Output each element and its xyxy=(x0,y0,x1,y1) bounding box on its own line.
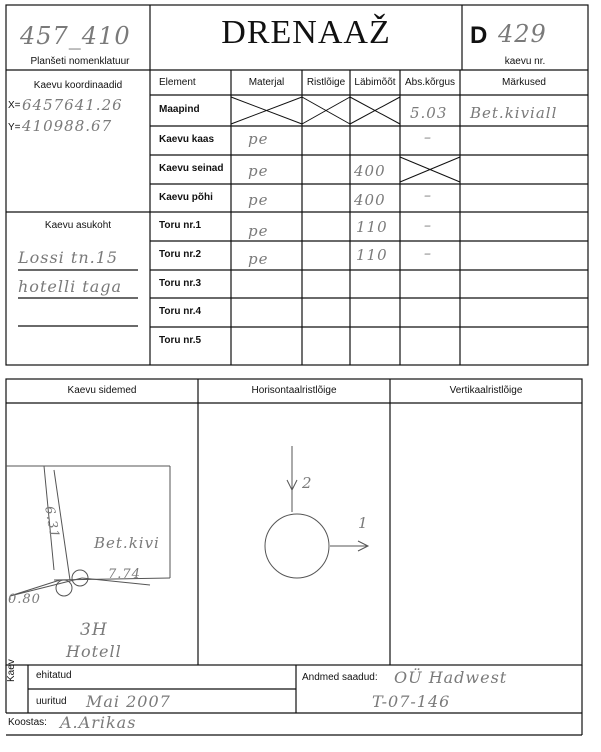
pipe-2-label: 2 xyxy=(302,474,313,492)
row-label-pipe2: Toru nr.2 xyxy=(159,249,202,260)
x-coordinate: 6457641.26 xyxy=(22,96,123,114)
pipe1-abs-height: – xyxy=(424,218,432,234)
plan-number: 457_410 xyxy=(20,22,131,50)
col-header-abs-height: Abs.kõrgus xyxy=(404,77,456,88)
pipe2-material: pe xyxy=(248,250,269,268)
sketch-building-code: 3H xyxy=(80,620,108,640)
col-header-diameter: Läbimõõt xyxy=(354,77,396,88)
bottom-diameter: 400 xyxy=(354,191,386,209)
data-source-company: OÜ Hadwest xyxy=(394,668,508,687)
surveyed-label: uuritud xyxy=(36,696,67,707)
well-side-label: Kaev xyxy=(6,659,17,682)
location-line2: hotelli taga xyxy=(18,277,123,296)
vertical-section-heading: Vertikaalristlõige xyxy=(449,385,523,396)
coords-label: Kaevu koordinaadid xyxy=(33,80,123,91)
sketch-building-name: Hotell xyxy=(66,642,122,661)
y-prefix: Y= xyxy=(8,122,21,133)
horizontal-section-heading: Horisontaalristlõige xyxy=(251,385,337,396)
sketch-material: Bet.kivi xyxy=(94,534,160,552)
col-header-material: Materjal xyxy=(248,77,285,88)
sketch-distance-1: 6.31 xyxy=(41,505,62,541)
row-label-cover: Kaevu kaas xyxy=(159,134,215,145)
row-label-pipe3: Toru nr.3 xyxy=(159,278,202,289)
row-label-pipe1: Toru nr.1 xyxy=(159,220,202,231)
data-source-label: Andmed saadud: xyxy=(302,672,378,683)
row-label-pipe4: Toru nr.4 xyxy=(159,306,202,317)
cover-abs-height: – xyxy=(424,130,432,146)
walls-material: pe xyxy=(248,162,269,180)
sketch-distance-2: 7.74 xyxy=(108,567,141,582)
ground-abs-height: 5.03 xyxy=(410,104,448,122)
row-label-pipe5: Toru nr.5 xyxy=(159,335,202,346)
plan-number-label: Planšeti nomenklatuur xyxy=(30,56,130,67)
walls-diameter: 400 xyxy=(354,162,386,180)
col-header-element: Element xyxy=(159,77,196,88)
col-header-cross-section: Ristlõige xyxy=(306,77,346,88)
sketch-distance-3: 0.80 xyxy=(8,592,41,607)
well-prefix: D xyxy=(470,22,488,49)
pipe-1-label: 1 xyxy=(358,514,369,532)
col-header-notes: Märkused xyxy=(502,77,546,88)
ground-notes: Bet.kiviall xyxy=(470,104,558,122)
cover-material: pe xyxy=(248,130,269,148)
pipe2-abs-height: – xyxy=(424,246,432,262)
built-label: ehitatud xyxy=(36,670,72,681)
bottom-material: pe xyxy=(248,191,269,209)
ties-heading: Kaevu sidemed xyxy=(67,385,137,396)
pipe1-material: pe xyxy=(248,222,269,240)
location-label: Kaevu asukoht xyxy=(44,220,112,231)
author-value: A.Arikas xyxy=(60,713,137,732)
pipe1-diameter: 110 xyxy=(356,218,388,236)
row-label-ground: Maapind xyxy=(159,104,200,115)
data-source-reference: T-07-146 xyxy=(372,692,451,711)
x-prefix: X= xyxy=(8,100,21,111)
y-coordinate: 410988.67 xyxy=(22,117,113,135)
page-title: DRENAAŽ xyxy=(221,14,391,51)
well-number: 429 xyxy=(498,20,547,48)
surveyed-value: Mai 2007 xyxy=(86,692,171,711)
bottom-abs-height: – xyxy=(424,188,432,204)
author-label: Koostas: xyxy=(8,717,47,728)
row-label-walls: Kaevu seinad xyxy=(159,163,224,174)
row-label-bottom: Kaevu põhi xyxy=(159,192,213,203)
pipe2-diameter: 110 xyxy=(356,246,388,264)
location-line1: Lossi tn.15 xyxy=(18,248,119,267)
well-number-label: kaevu nr. xyxy=(504,56,546,67)
